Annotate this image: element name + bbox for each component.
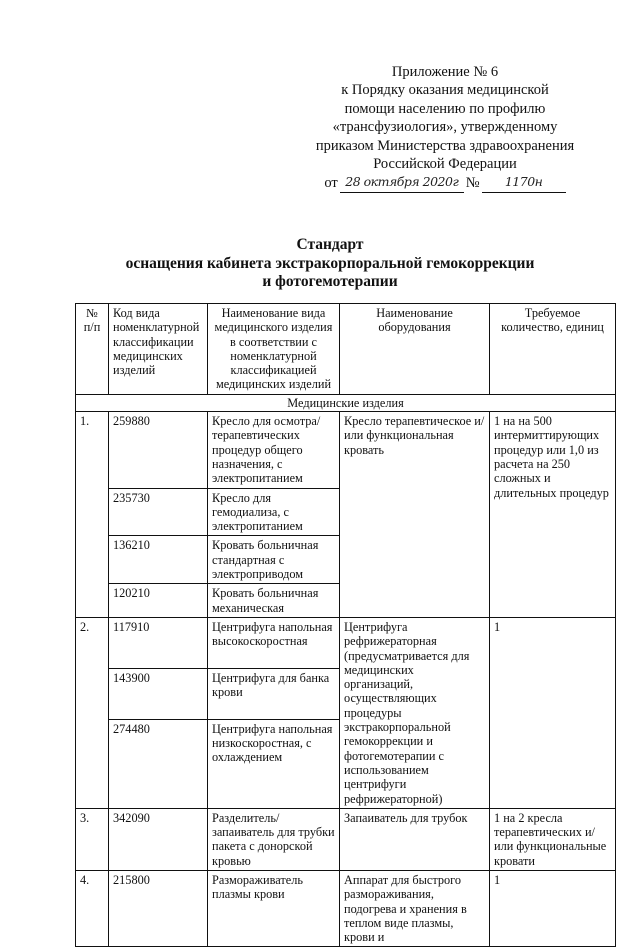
appendix-line-5: приказом Министерства здравоохранения: [315, 137, 575, 154]
item-name: Центрифуга для банка крови: [208, 668, 340, 719]
order-date-line: [300, 173, 590, 192]
equipment-name: Центрифуга рефрижераторная (предусматривается для медицинских организаций, осуществляющих процедуры экстракорпоральной гемокоррекции и фотогемотерапии с использованием центрифуги рефрижераторной): [340, 617, 490, 808]
required-qty: 1 на 2 кресла терапевтических и/или функциональные кровати: [490, 808, 616, 870]
item-code: 342090: [109, 808, 208, 870]
header-num: № п/п: [76, 304, 109, 395]
header-name: Наименование вида медицинского изделия в соответствии с номенклатурной классификацией медицинских изделий: [208, 304, 340, 395]
appendix-line-3: помощи населению по профилю: [344, 100, 546, 117]
item-name: Центрифуга напольная низкоскоростная, с охлаждением: [208, 719, 340, 808]
title-line-1: Стандарт: [296, 236, 364, 253]
header-qty: Требуемое количество, единиц: [490, 304, 616, 395]
table-row: [76, 870, 616, 946]
item-code: 120210: [109, 584, 208, 618]
item-name: Кровать больничная стандартная с электроприводом: [208, 536, 340, 584]
appendix-line-6: Российской Федерации: [373, 156, 517, 173]
title-line-2: оснащения кабинета экстракорпоральной гемокоррекции: [125, 254, 535, 272]
item-name: Кресло для гемодиализа, с электропитанием: [208, 488, 340, 536]
equipment-name: Аппарат для быстрого размораживания, подогрева и хранения в теплом виде плазмы, крови и: [340, 870, 490, 946]
appendix-line-1: Приложение № 6: [391, 64, 499, 80]
document-title: [100, 236, 560, 292]
item-code: 274480: [109, 719, 208, 808]
required-qty: 1: [490, 617, 616, 808]
handwritten-date: 28 октября 2020г: [340, 173, 464, 192]
required-qty: 1 на на 500 интермиттирующих процедур или 1,0 из расчета на 250 сложных и длительных процедур: [490, 412, 616, 618]
equipment-name: Кресло терапевтическое и/или функциональная кровать: [340, 412, 490, 618]
title-line-3: и фотогемотерапии: [262, 273, 398, 290]
item-name: Размораживатель плазмы крови: [208, 870, 340, 946]
equipment-name: Запаиватель для трубок: [340, 808, 490, 870]
header-equipment: Наименование оборудования: [340, 304, 490, 395]
item-name: Разделитель/ запаиватель для трубки пакета с донорской кровью: [208, 808, 340, 870]
table-row: [76, 808, 616, 870]
appendix-header: [300, 63, 590, 193]
item-name: Центрифуга напольная высокоскоростная: [208, 617, 340, 668]
item-code: 143900: [109, 668, 208, 719]
row-num: 2.: [76, 617, 109, 808]
section-label: Медицинские изделия: [76, 394, 616, 411]
from-label: от: [324, 175, 338, 192]
row-num: 1.: [76, 412, 109, 618]
table-header-row: [76, 304, 616, 395]
equipment-standard-table: [75, 303, 616, 947]
table-row: [76, 412, 616, 488]
handwritten-number: 1170н: [482, 173, 566, 192]
section-row: [76, 394, 616, 411]
row-num: 3.: [76, 808, 109, 870]
item-code: 259880: [109, 412, 208, 488]
item-code: 215800: [109, 870, 208, 946]
row-num: 4.: [76, 870, 109, 946]
table-row: [76, 617, 616, 668]
header-code: Код вида номенклатурной классификации медицинских изделий: [109, 304, 208, 395]
number-label: №: [465, 175, 480, 192]
item-name: Кресло для осмотра/ терапевтических процедур общего назначения, с электропитанием: [208, 412, 340, 488]
appendix-line-4: «трансфузиология», утвержденному: [332, 119, 558, 136]
required-qty: 1: [490, 870, 616, 946]
item-code: 136210: [109, 536, 208, 584]
item-name: Кровать больничная механическая: [208, 584, 340, 618]
item-code: 117910: [109, 617, 208, 668]
item-code: 235730: [109, 488, 208, 536]
appendix-line-2: к Порядку оказания медицинской: [341, 82, 549, 99]
